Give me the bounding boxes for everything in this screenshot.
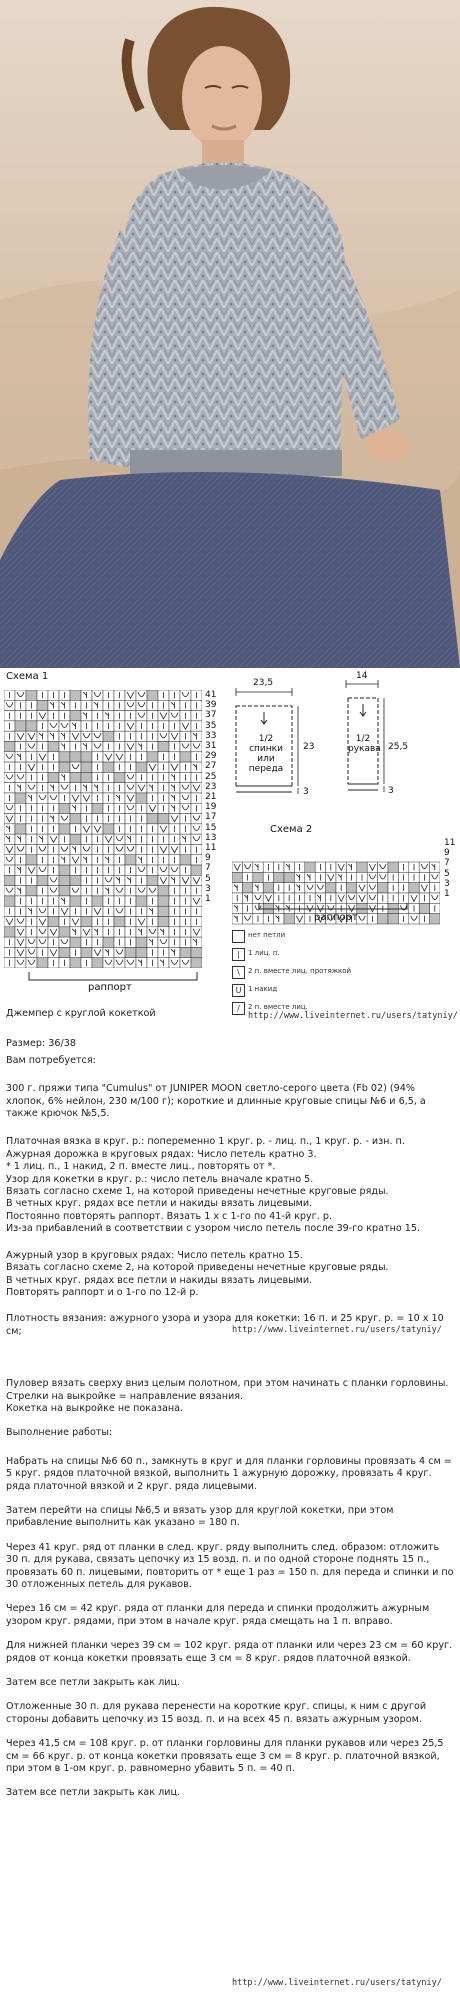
chart-cell bbox=[180, 793, 191, 803]
scheme1-chart bbox=[4, 690, 202, 968]
scheme1-row-numbers bbox=[205, 690, 216, 904]
chart-cell bbox=[169, 711, 180, 721]
chart-cell bbox=[26, 783, 37, 793]
row-number: 9 bbox=[444, 848, 450, 859]
chart-cell bbox=[274, 872, 284, 882]
chart-cell bbox=[180, 752, 191, 762]
chart-cell bbox=[92, 741, 103, 751]
chart-cell bbox=[191, 947, 202, 957]
chart-cell bbox=[70, 875, 81, 885]
chart-cell bbox=[158, 906, 169, 916]
chart-cell bbox=[114, 947, 125, 957]
row-number: 17 bbox=[205, 812, 217, 823]
chart-cell bbox=[125, 803, 136, 813]
chart-cell bbox=[180, 803, 191, 813]
chart-cell bbox=[180, 855, 191, 865]
chart-cell bbox=[15, 917, 26, 927]
chart-cell bbox=[103, 875, 114, 885]
chart-cell bbox=[147, 814, 158, 824]
scheme1-rapport-label: раппорт bbox=[88, 982, 132, 993]
materials-heading: Вам потребуется: bbox=[6, 1054, 96, 1066]
scheme2-rapport-label: раппорт bbox=[314, 912, 358, 923]
row-number: 21 bbox=[205, 792, 217, 803]
row-number: 1 bbox=[444, 889, 450, 900]
chart-cell bbox=[242, 914, 252, 924]
chart-cell bbox=[37, 844, 48, 854]
chart-cell bbox=[180, 783, 191, 793]
chart-cell bbox=[37, 937, 48, 947]
chart-cell bbox=[4, 700, 15, 710]
row-number: 31 bbox=[205, 741, 217, 752]
chart-cell bbox=[48, 741, 59, 751]
chart-cell bbox=[125, 783, 136, 793]
chart-cell bbox=[367, 883, 377, 893]
chart-cell bbox=[191, 824, 202, 834]
row-number: 1 bbox=[205, 894, 211, 905]
chart-cell bbox=[125, 947, 136, 957]
chart-cell bbox=[26, 855, 37, 865]
chart-cell bbox=[180, 690, 191, 700]
chart-cell bbox=[59, 803, 70, 813]
chart-cell bbox=[15, 824, 26, 834]
chart-cell bbox=[125, 855, 136, 865]
chart-cell bbox=[92, 731, 103, 741]
row-number: 35 bbox=[205, 720, 217, 731]
chart-cell bbox=[103, 824, 114, 834]
chart-cell bbox=[103, 937, 114, 947]
chart-cell bbox=[136, 865, 147, 875]
row-number: 11 bbox=[205, 843, 217, 854]
chart-cell bbox=[378, 914, 388, 924]
chart-cell bbox=[59, 927, 70, 937]
legend-item: U 1 накид bbox=[232, 982, 452, 1000]
chart-cell bbox=[158, 886, 169, 896]
sleeve-bottom-dim: 3 bbox=[388, 786, 394, 796]
chart-cell bbox=[409, 883, 419, 893]
chart-cell bbox=[191, 865, 202, 875]
chart-cell bbox=[37, 865, 48, 875]
chart-cell bbox=[180, 947, 191, 957]
legend-symbol: | bbox=[232, 948, 245, 961]
chart-cell bbox=[37, 875, 48, 885]
row-number: 39 bbox=[205, 700, 217, 711]
chart-cell bbox=[81, 917, 92, 927]
chart-cell bbox=[4, 875, 15, 885]
source-url-2[interactable]: http://www.liveinternet.ru/users/tatyniy/ bbox=[232, 1325, 442, 1335]
chart-cell bbox=[70, 958, 81, 968]
yarn-text: 300 г. пряжи типа "Cumulus" от JUNIPER MOON светло-серого цвета (Fb 02) (94% хлопок, 6% нейлон, 230 м/100 г); короткие и длинные круговые спицы №6 и 6,5, а также крючок №5,5. bbox=[6, 1083, 426, 1120]
chart-cell bbox=[15, 958, 26, 968]
chart-cell bbox=[4, 896, 15, 906]
chart-cell bbox=[315, 883, 325, 893]
chart-cell bbox=[59, 814, 70, 824]
chart-cell bbox=[70, 886, 81, 896]
chart-cell bbox=[305, 862, 315, 872]
row-number: 3 bbox=[205, 883, 211, 894]
front-height-dim: 23 bbox=[303, 742, 315, 752]
legend-symbol: / bbox=[232, 1002, 245, 1015]
row-number: 15 bbox=[205, 822, 217, 833]
chart-cell bbox=[37, 793, 48, 803]
legend-symbol bbox=[232, 930, 245, 943]
chart-cell bbox=[70, 711, 81, 721]
chart-cell bbox=[191, 834, 202, 844]
chart-cell bbox=[180, 958, 191, 968]
chart-cell bbox=[26, 947, 37, 957]
chart-cell bbox=[147, 752, 158, 762]
chart-cell bbox=[136, 886, 147, 896]
chart-cell bbox=[284, 914, 294, 924]
row-number: 41 bbox=[205, 690, 217, 700]
row-number: 7 bbox=[205, 863, 211, 874]
chart-cell bbox=[242, 883, 252, 893]
legend-item: | 1 лиц. п. bbox=[232, 946, 452, 964]
chart-cell bbox=[37, 906, 48, 916]
chart-cell bbox=[4, 772, 15, 782]
chart-cell bbox=[114, 844, 125, 854]
instructions-text: Джемпер с круглой кокеткой Размер: 36/38 Вам потребуется: 300 г. пряжи типа "Cumulus" от JUNIPER MOON светло-серого цвета (Fb 02) (94% хлопок, 6% нейлон, 230 м/100 г); короткие и длинные круговые спицы №6 и 6,5, а также крючок №5,5. Платочная вязка в круг. р.: попеременно 1 круг. р. - лиц. п., 1 круг. р. - изн. п. Ажурная дорожка в круговых рядах: Число петель кратно 3. * 1 лиц. п., 1 накид, 2 п. вместе лиц., повторять от *. Узор для кокетки в круг. р.: число петель вначале кратно 5. Вязать согласно схеме 1, на которой приведены нечетные круговые ряды. В четных круг. рядах все петли и накиды вязать лицевыми. Постоянно повторять раппорт. Вязать 1 х с 1-го по 41-й круг. р. Из-за прибавлений в соответствии с узором число петель после 39-го кратно 15. Ажурный узор в круговых рядах: Число петель кратно 15. Вязать согласно схеме 2, на которой приведены нечетные круговые ряды. В четных круг. рядах все петли и накиды вязать лицевыми. Повторять раппорт и о 1-го по 12-й р. Плотность вязания: ажурного узора и узора для кокетки: 16 п. и 25 круг. р. = 10 х 10 см; Пуловер вязать сверху вниз целым полотном, при этом начинать с планки горловины. Стрелки на выкройке = направление вязания. Кокетка на выкройке не показана. Выполнение работы: Набрать на спицы №6 60 п., замкнуть в круг и для планки горловины провязать 4 см = 5 круг. рядов платочной вязкой, выполнить 1 ажурную дорожку, провязать 4 круг. ряда платочной вязкой и 2 круг. ряда лицевыми. Затем перейти на спицы №6,5 и вязать узор для круглой кокетки, при этом прибавление выполнить как указано = 180 п. Через 41 круг. ряд от планки в след. круг. ряду выполнить след. образом: отложить 30 п. для рукава, связать цепочку из 15 возд. п. и по одной стороне поднять 15 п., провязать 60 п. лицевыми, повторить от * еще 1 раз = 150 п. для переда и спинки и по 30 отложенных петель для рукавов. Через 16 см = 42 круг. ряда от планки для переда и спинки продолжить ажурным узором круг. рядами, при этом в начале круг. ряда смещать на 1 п. вправо. Для нижней планки через 39 см = 102 круг. ряда от планки или через 23 см = 60 круг. рядов от конца кокетки провязать еще 3 см = 8 круг. рядов платочной вязкой. Затем все петли закрыть как лиц. Отложенные 30 п. для рукава перенести на короткие круг. спицы, к ним с другой стороны добавить цепочку из 15 возд. п. и на всех 45 п. вязать ажурным узором. Через 41,5 см = 108 круг. р. от планки горловины для планки рукавов или через 25,5 см = 66 круг. р. от конца кокетки провязать еще 3 см = 8 круг. р. платочной вязкой, при этом в 1-ом круг. р. равномерно убавить 5 п. = 40 п. Затем все петли закрыть как лиц. bbox=[6, 1008, 454, 1799]
chart-cell bbox=[147, 927, 158, 937]
legend-symbol: \ bbox=[232, 966, 245, 979]
chart-cell bbox=[48, 721, 59, 731]
chart-cell bbox=[263, 883, 273, 893]
chart-cell bbox=[367, 872, 377, 882]
chart-cell bbox=[147, 886, 158, 896]
chart-cell bbox=[125, 700, 136, 710]
row-number: 27 bbox=[205, 761, 217, 772]
chart-cell bbox=[136, 793, 147, 803]
chart-cell bbox=[191, 741, 202, 751]
doc-title: Джемпер с круглой кокеткой bbox=[6, 1008, 156, 1019]
scheme1-rapport-bracket bbox=[28, 970, 198, 984]
chart-cell bbox=[59, 875, 70, 885]
chart-cell bbox=[430, 914, 440, 924]
chart-cell bbox=[70, 896, 81, 906]
chart-cell bbox=[4, 803, 15, 813]
chart-cell bbox=[59, 783, 70, 793]
row-number: 5 bbox=[444, 868, 450, 879]
chart-cell bbox=[48, 886, 59, 896]
chart-cell bbox=[253, 872, 263, 882]
chart-cell bbox=[15, 844, 26, 854]
chart-cell bbox=[59, 947, 70, 957]
chart-cell bbox=[59, 886, 70, 896]
chart-cell bbox=[357, 862, 367, 872]
chart-cell bbox=[92, 803, 103, 813]
row-number: 7 bbox=[444, 858, 450, 869]
chart-cell bbox=[169, 958, 180, 968]
chart-cell bbox=[114, 958, 125, 968]
row-number: 37 bbox=[205, 710, 217, 721]
chart-cell bbox=[147, 690, 158, 700]
work-heading: Выполнение работы: bbox=[6, 1427, 113, 1439]
chart-cell bbox=[136, 762, 147, 772]
chart-cell bbox=[59, 762, 70, 772]
chart-cell bbox=[305, 883, 315, 893]
chart-cell bbox=[92, 690, 103, 700]
chart-cell bbox=[70, 752, 81, 762]
row-number: 23 bbox=[205, 781, 217, 792]
chart-cell bbox=[136, 690, 147, 700]
chart-cell bbox=[81, 762, 92, 772]
chart-cell bbox=[37, 958, 48, 968]
chart-cell bbox=[114, 917, 125, 927]
chart-cell bbox=[136, 700, 147, 710]
chart-cell bbox=[4, 741, 15, 751]
chart-cell bbox=[26, 937, 37, 947]
chart-cell bbox=[59, 844, 70, 854]
chart-cell bbox=[388, 914, 398, 924]
chart-cell bbox=[388, 862, 398, 872]
row-number: 5 bbox=[205, 873, 211, 884]
chart-cell bbox=[70, 937, 81, 947]
chart-cell bbox=[180, 741, 191, 751]
chart-cell bbox=[70, 690, 81, 700]
chart-cell bbox=[26, 741, 37, 751]
chart-cell bbox=[158, 731, 169, 741]
legend-symbol: U bbox=[232, 984, 245, 997]
front-width-dim: 23,5 bbox=[253, 678, 274, 688]
chart-cell bbox=[125, 958, 136, 968]
chart-cell bbox=[158, 741, 169, 751]
chart-cell bbox=[48, 917, 59, 927]
chart-cell bbox=[169, 865, 180, 875]
size-line: Размер: 36/38 bbox=[6, 1038, 76, 1050]
chart-cell bbox=[4, 886, 15, 896]
chart-cell bbox=[70, 762, 81, 772]
row-number: 3 bbox=[444, 878, 450, 889]
chart-cell bbox=[284, 872, 294, 882]
front-back-label: 1/2 спинки или переда bbox=[248, 734, 284, 774]
scheme2-label: Схема 2 bbox=[270, 824, 313, 835]
source-url-3[interactable]: http://www.liveinternet.ru/users/tatyniy/ bbox=[232, 1978, 442, 1988]
chart-cell bbox=[158, 917, 169, 927]
sleeve-height-dim: 25,5 bbox=[388, 742, 409, 752]
symbol-legend bbox=[232, 928, 452, 1018]
chart-cell bbox=[114, 886, 125, 896]
chart-cell bbox=[232, 872, 242, 882]
chart-cell bbox=[70, 772, 81, 782]
source-url-1[interactable]: http://www.liveinternet.ru/users/tatyniy/ bbox=[248, 1011, 458, 1021]
chart-cell bbox=[26, 690, 37, 700]
chart-cell bbox=[48, 875, 59, 885]
chart-cell bbox=[378, 862, 388, 872]
chart-cell bbox=[147, 875, 158, 885]
chart-cell bbox=[15, 721, 26, 731]
row-number: 19 bbox=[205, 802, 217, 813]
chart-cell bbox=[103, 731, 114, 741]
chart-cell bbox=[59, 865, 70, 875]
chart-cell bbox=[136, 896, 147, 906]
chart-cell bbox=[59, 824, 70, 834]
chart-cell bbox=[70, 814, 81, 824]
legend-item: / 2 п. вместе лиц. bbox=[232, 1000, 452, 1018]
chart-cell bbox=[4, 927, 15, 937]
chart-cell bbox=[81, 752, 92, 762]
chart-cell bbox=[59, 721, 70, 731]
legend-item: \ 2 п. вместе лиц. протяжкой bbox=[232, 964, 452, 982]
chart-cell bbox=[430, 893, 440, 903]
chart-cell bbox=[136, 947, 147, 957]
legend-item: нет петли bbox=[232, 928, 452, 946]
row-number: 33 bbox=[205, 730, 217, 741]
chart-cell bbox=[136, 937, 147, 947]
chart-cell bbox=[419, 903, 429, 913]
chart-cell bbox=[114, 772, 125, 782]
chart-cell bbox=[136, 711, 147, 721]
chart-cell bbox=[125, 772, 136, 782]
chart-cell bbox=[242, 862, 252, 872]
chart-cell bbox=[357, 914, 367, 924]
chart-cell bbox=[48, 772, 59, 782]
chart-cell bbox=[48, 793, 59, 803]
chart-cell bbox=[326, 883, 336, 893]
chart-cell bbox=[15, 793, 26, 803]
chart-cell bbox=[70, 834, 81, 844]
row-number: 11 bbox=[444, 838, 456, 848]
sleeve-label: 1/2 рукава bbox=[348, 734, 381, 754]
scheme2-row-numbers bbox=[444, 838, 455, 899]
sleeve-width-dim: 14 bbox=[356, 671, 368, 681]
chart-cell bbox=[114, 906, 125, 916]
chart-cell bbox=[103, 958, 114, 968]
model-photo bbox=[0, 0, 460, 668]
chart-cell bbox=[191, 958, 202, 968]
chart-cell bbox=[191, 814, 202, 824]
chart-cell bbox=[81, 947, 92, 957]
chart-cell bbox=[26, 721, 37, 731]
chart-cell bbox=[59, 937, 70, 947]
chart-cell bbox=[92, 958, 103, 968]
chart-cell bbox=[4, 752, 15, 762]
front-bottom-dim: 3 bbox=[303, 787, 309, 797]
scheme1-label: Схема 1 bbox=[6, 671, 49, 682]
chart-cell bbox=[81, 844, 92, 854]
chart-cell bbox=[4, 855, 15, 865]
chart-cell bbox=[81, 772, 92, 782]
sweater-illustration bbox=[0, 0, 460, 668]
chart-cell bbox=[346, 883, 356, 893]
chart-cell bbox=[419, 862, 429, 872]
chart-cell bbox=[158, 937, 169, 947]
chart-cell bbox=[125, 844, 136, 854]
chart-cell bbox=[26, 886, 37, 896]
chart-cell bbox=[430, 872, 440, 882]
chart-cell bbox=[81, 731, 92, 741]
chart-cell bbox=[103, 762, 114, 772]
chart-cell bbox=[37, 927, 48, 937]
row-number: 29 bbox=[205, 751, 217, 762]
row-number: 25 bbox=[205, 771, 217, 782]
chart-cell bbox=[158, 814, 169, 824]
chart-cell bbox=[378, 883, 388, 893]
chart-cell bbox=[15, 690, 26, 700]
chart-cell bbox=[158, 865, 169, 875]
chart-cell bbox=[37, 700, 48, 710]
chart-cell bbox=[409, 914, 419, 924]
chart-cell bbox=[158, 896, 169, 906]
chart-cell bbox=[26, 958, 37, 968]
chart-cell bbox=[114, 834, 125, 844]
chart-cell bbox=[59, 752, 70, 762]
chart-cell bbox=[92, 896, 103, 906]
row-number: 13 bbox=[205, 832, 217, 843]
row-number: 9 bbox=[205, 853, 211, 864]
chart-cell bbox=[378, 872, 388, 882]
chart-cell bbox=[15, 772, 26, 782]
